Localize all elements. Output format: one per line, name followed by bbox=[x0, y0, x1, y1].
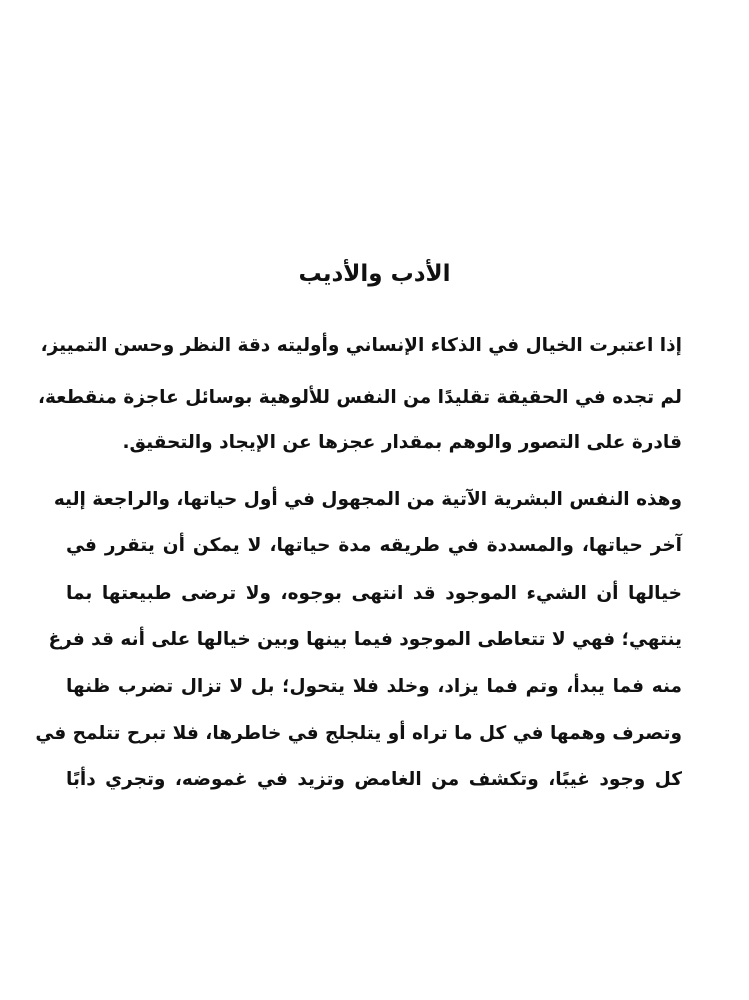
paragraph-1-line-3: قادرة على التصور والوهم بمقدار عجزها عن الإيجاد والتحقيق. bbox=[122, 432, 682, 453]
paragraph-1-line-1: إذا اعتبرت الخيال في الذكاء الإنساني وأوليته دقة النظر وحسن التمييز، bbox=[40, 335, 682, 356]
paragraph-2-line-4: ينتهي؛ فهي لا تتعاطى الموجود فيما بينها وبين خيالها على أنه قد فرغ bbox=[48, 629, 682, 650]
paragraph-2-line-7: كل وجود غيبًا، وتكشف من الغامض وتزيد في غموضه، وتجري دأبًا bbox=[66, 769, 682, 790]
paragraph-2-line-1: وهذه النفس البشرية الآتية من المجهول في أول حياتها، والراجعة إليه bbox=[53, 489, 682, 510]
paragraph-2-line-3: خيالها أن الشيء الموجود قد انتهى بوجوه، ولا ترضى طبيعتها بما bbox=[66, 583, 682, 604]
paragraph-2-line-2: آخر حياتها، والمسددة في طريقه مدة حياتها، لا يمكن أن يتقرر في bbox=[66, 535, 682, 556]
paragraph-1-line-2: لم تجده في الحقيقة تقليدًا من النفس للألوهية بوسائل عاجزة منقطعة، bbox=[37, 387, 682, 408]
document-title: الأدب والأديب bbox=[298, 261, 451, 287]
paragraph-2-line-5: منه فما يبدأ، وتم فما يزاد، وخلد فلا يتحول؛ بل لا تزال تضرب ظنها bbox=[66, 676, 682, 697]
paragraph-2-line-6: وتصرف وهمها في كل ما تراه أو يتلجلج في خاطرها، فلا تبرح تتلمح في bbox=[35, 723, 682, 744]
